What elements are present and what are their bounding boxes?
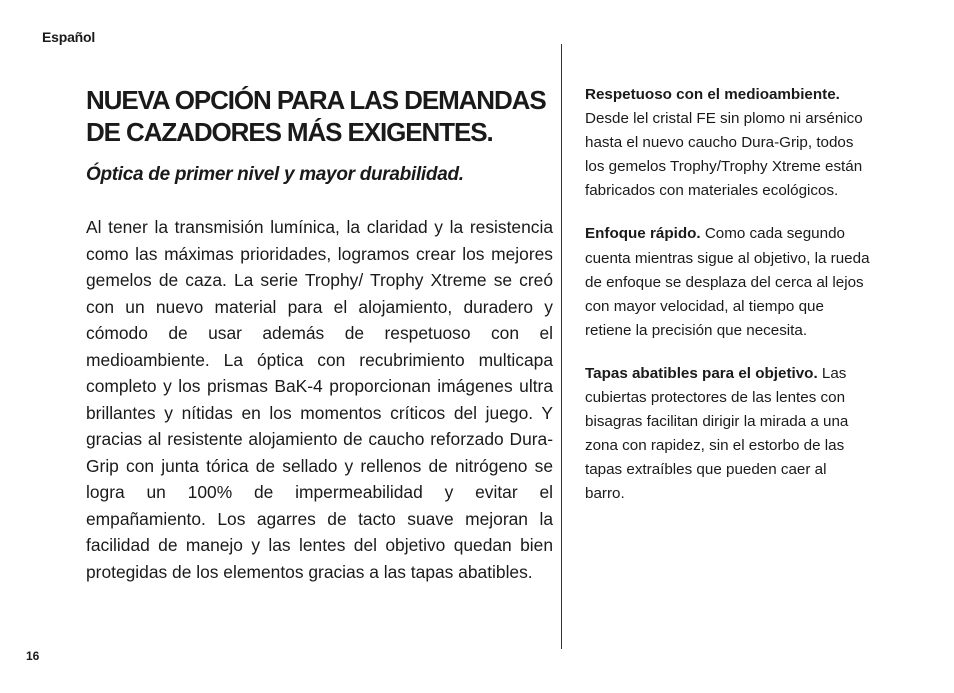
- title-line-2: DE CAZADORES MÁS EXIGENTES.: [86, 117, 493, 147]
- feature-text: Como cada segundo cuenta mientras sigue al objetivo, la rueda de enfoque se desplaza del cerca al lejos con mayor velocidad, al tiempo que retiene la precisión que necesita.: [585, 225, 870, 339]
- column-divider: [561, 44, 562, 649]
- main-column: [86, 84, 553, 585]
- title-line-1: NUEVA OPCIÓN PARA LAS DEMANDAS: [86, 85, 546, 115]
- feature-heading: Respetuoso con el medioambiente.: [585, 86, 840, 103]
- page-title: [86, 84, 553, 148]
- feature-text: Las cubiertas protectores de las lentes con bisagras facilitan dirigir la mirada a una zona con rapidez, sin el estorbo de las tapas extraíbles que pueden caer al barro.: [585, 364, 849, 503]
- subtitle: Óptica de primer nivel y mayor durabilidad.: [86, 164, 464, 185]
- feature-caps: [585, 362, 870, 507]
- page-number: 16: [26, 649, 40, 663]
- feature-focus: [585, 222, 870, 342]
- feature-heading: Tapas abatibles para el objetivo.: [585, 364, 818, 382]
- body-paragraph: Al tener la transmisión lumínica, la claridad y la resistencia como las máximas prioridades, logramos crear los mejores gemelos de caza. La serie Trophy/ Trophy Xtreme se creó con un nuevo material para el alojamiento, duradero y cómodo de usar además de respetuoso con el medioambiente. La óptica con recubrimiento multicapa completo y los prismas BaK-4 proporcionan imágenes ultra brillantes y nítidas en los momentos críticos del juego. Y gracias al resistente alojamiento de caucho reforzado Dura-Grip con junta tórica de sellado y rellenos de nitrógeno se logra un 100% de impermeabilidad y evitar el empañamiento. Los agarres de tacto suave mejoran la facilidad de manejo y las lentes del objetivo quedan bien protegidas de los elementos gracias a las tapas abatibles.: [86, 217, 553, 582]
- language-label: Español: [42, 29, 96, 45]
- features-column: [585, 83, 870, 526]
- feature-eco: [585, 83, 870, 203]
- feature-text: Desde lel cristal FE sin plomo ni arsénico hasta el nuevo caucho Dura-Grip, todos los gemelos Trophy/Trophy Xtreme están fabricados con materiales ecológicos.: [585, 110, 863, 200]
- feature-heading: Enfoque rápido.: [585, 225, 701, 243]
